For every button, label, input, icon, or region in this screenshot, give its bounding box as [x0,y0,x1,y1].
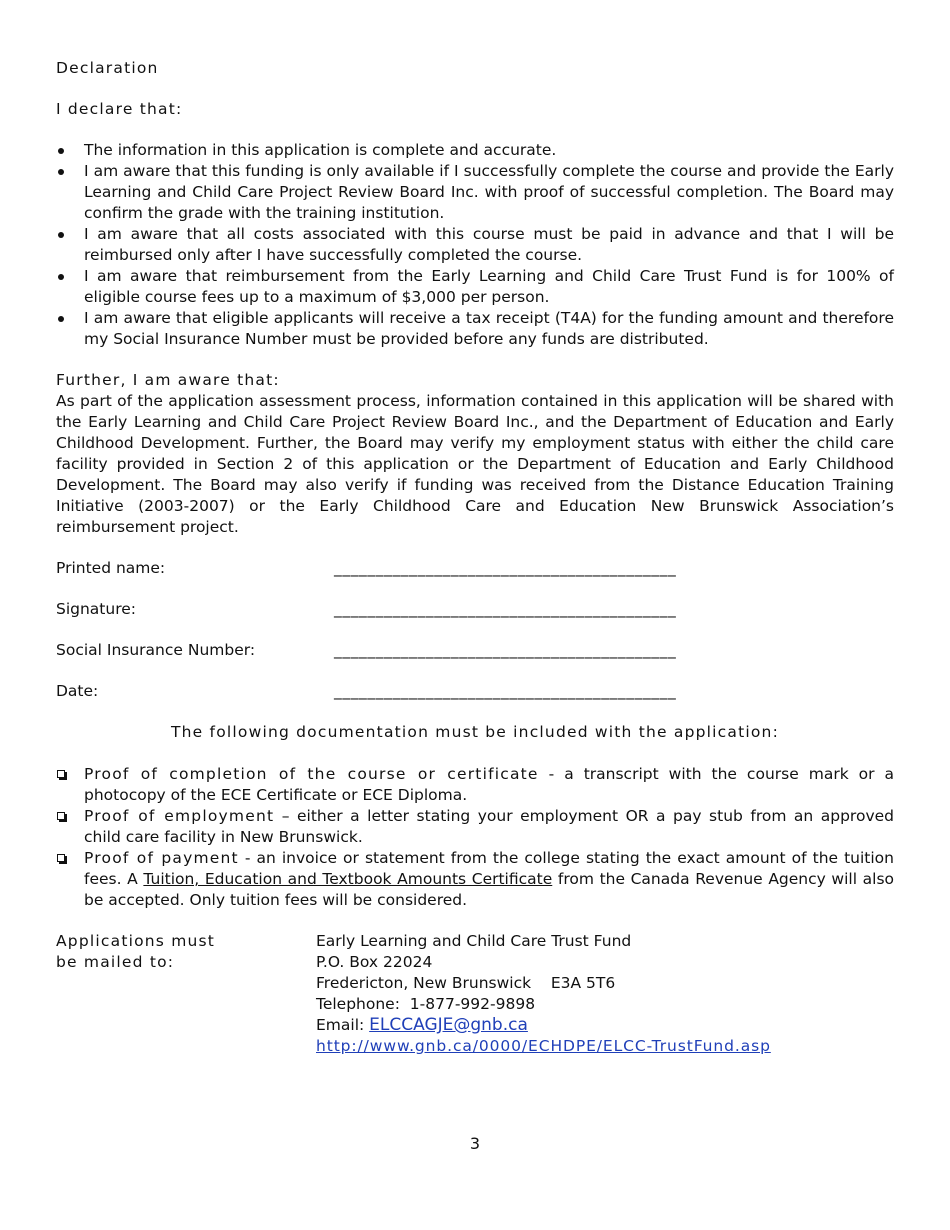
further-heading: Further, I am aware that: [56,371,280,389]
po-box: P.O. Box 22024 [316,953,433,971]
sin-line[interactable]: _________________________________________ [334,641,677,659]
bullet-icon [58,148,64,154]
bullet-icon [58,232,64,238]
list-item: I am aware that this funding is only available if I successfully complete the course and provide the Early Learning and Child Care Project Review Board Inc. with proof of successful completion. The Board may confirm the grade with the training institution. [56,161,894,224]
sin-label: Social Insurance Number: [56,641,256,659]
signature-label: Signature: [56,600,136,618]
mailing-block [56,931,894,1057]
signature-field[interactable] [56,599,894,620]
mailing-label: Applications must be mailed to: [56,932,216,971]
org-name: Early Learning and Child Care Trust Fund [316,932,632,950]
printed-name-label: Printed name: [56,559,166,577]
checkbox-icon [57,770,65,778]
date-label: Date: [56,682,99,700]
mailing-address [316,931,771,1057]
list-item: I am aware that all costs associated with this course must be paid in advance and that I will be reimbursed only after I have successfully completed the course. [56,224,894,266]
declaration-intro: I declare that: [56,100,183,118]
bullet-icon [58,169,64,175]
email-line: Email: ELCCAGJE@gnb.ca [316,1015,528,1035]
checkbox-icon [57,812,65,820]
email-link[interactable]: ELCCAGJE@gnb.ca [369,1015,528,1035]
list-item: Proof of completion of the course or certificate - a transcript with the course mark or a photocopy of the ECE Certificate or ECE Diploma. [56,764,894,806]
sin-field[interactable] [56,640,894,661]
city-line: Fredericton, New Brunswick E3A 5T6 [316,974,616,992]
declaration-list [56,140,894,350]
documentation-heading: The following documentation must be included with the application: [170,723,779,741]
date-field[interactable] [56,681,894,702]
list-item: Proof of employment – either a letter stating your employment OR a pay stub from an approved child care facility in New Brunswick. [56,806,894,848]
document-page [56,56,894,1057]
list-item: Proof of payment - an invoice or statement from the college stating the exact amount of the tuition fees. A Tuition, Education and Textbook Amounts Certificate from the Canada Revenue Agency will also be accepted. Only tuition fees will be considered. [56,848,894,911]
list-item: The information in this application is complete and accurate. [56,140,894,161]
documentation-list [56,764,894,911]
bullet-icon [58,274,64,280]
further-body: As part of the application assessment process, information contained in this application will be shared with the Early Learning and Child Care Project Review Board Inc., and the Department of Education and Early Childhood Development. Further, the Board may verify my employment status with either the child care facility provided in Section 2 of this application or the Department of Education and Early Childhood Development. The Board may also verify if funding was received from the Distance Education Training Initiative (2003-2007) or the Early Childhood Care and Education New Brunswick Association’s reimbursement project. [56,392,894,536]
bullet-icon [58,316,64,322]
date-line[interactable]: _________________________________________ [334,682,677,700]
list-item: I am aware that eligible applicants will receive a tax receipt (T4A) for the funding amount and therefore my Social Insurance Number must be provided before any funds are distributed. [56,308,894,350]
declaration-title: Declaration [56,59,159,77]
printed-name-line[interactable]: _________________________________________ [334,559,677,577]
list-item: I am aware that reimbursement from the Early Learning and Child Care Trust Fund is for 100% of eligible course fees up to a maximum of $3,000 per person. [56,266,894,308]
printed-name-field[interactable] [56,558,894,579]
signature-line[interactable]: _________________________________________ [334,600,677,618]
page-number: 3 [469,1134,481,1153]
checkbox-icon [57,854,65,862]
website-link[interactable]: http://www.gnb.ca/0000/ECHDPE/ELCC-TrustFund.asp [316,1037,771,1055]
phone-line: Telephone: 1-877-992-9898 [316,995,536,1013]
